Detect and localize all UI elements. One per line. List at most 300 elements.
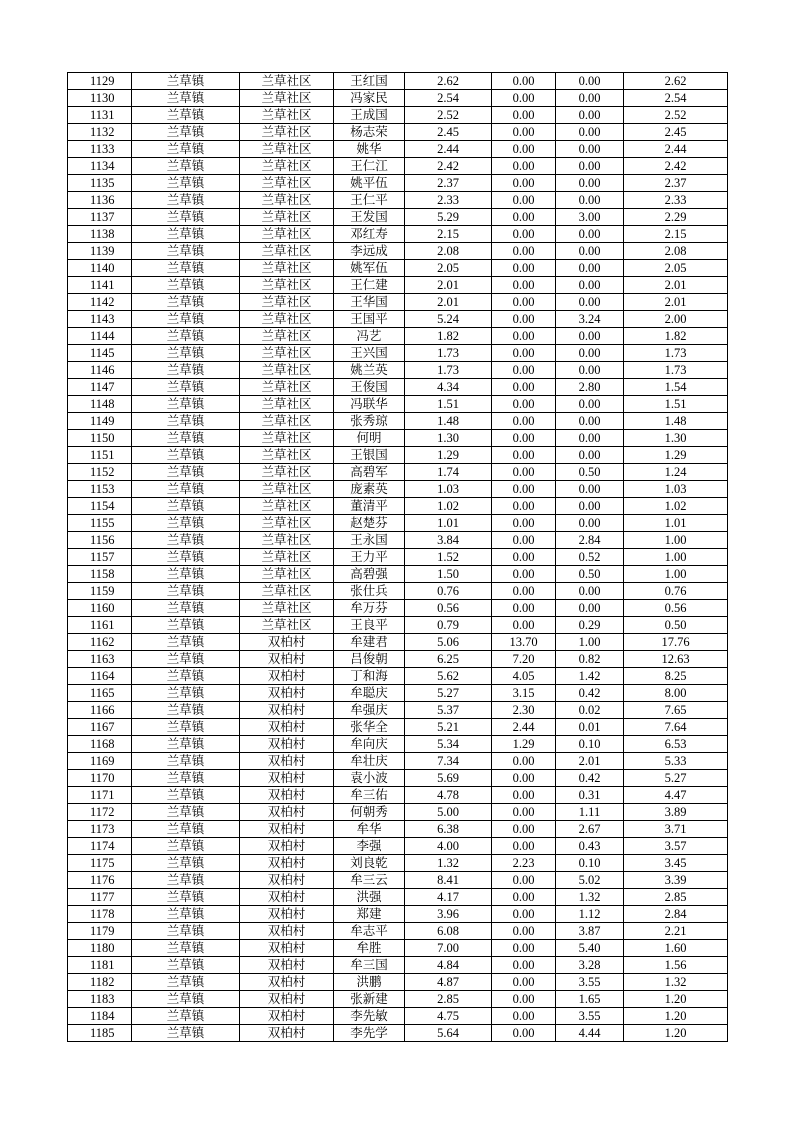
- cell-person-name: 王俊国: [334, 379, 405, 396]
- cell-town: 兰草镇: [132, 923, 240, 940]
- cell-value-4: 3.45: [624, 855, 728, 872]
- cell-value-3: 0.00: [556, 447, 624, 464]
- cell-village: 双柏村: [240, 923, 334, 940]
- cell-value-1: 1.74: [405, 464, 492, 481]
- cell-value-1: 2.62: [405, 73, 492, 90]
- cell-town: 兰草镇: [132, 413, 240, 430]
- cell-village: 双柏村: [240, 702, 334, 719]
- table-row: [68, 311, 728, 328]
- cell-town: 兰草镇: [132, 838, 240, 855]
- cell-town: 兰草镇: [132, 872, 240, 889]
- cell-value-4: 3.89: [624, 804, 728, 821]
- cell-village: 兰草社区: [240, 600, 334, 617]
- cell-value-3: 0.00: [556, 226, 624, 243]
- cell-town: 兰草镇: [132, 141, 240, 158]
- cell-village: 双柏村: [240, 753, 334, 770]
- cell-village: 兰草社区: [240, 566, 334, 583]
- cell-row-number: 1147: [68, 379, 132, 396]
- cell-value-2: 0.00: [492, 889, 556, 906]
- table-row: [68, 481, 728, 498]
- cell-value-2: 0.00: [492, 141, 556, 158]
- cell-village: 双柏村: [240, 719, 334, 736]
- cell-value-3: 0.00: [556, 430, 624, 447]
- cell-person-name: 王仁江: [334, 158, 405, 175]
- cell-value-4: 1.20: [624, 1008, 728, 1025]
- cell-town: 兰草镇: [132, 447, 240, 464]
- cell-village: 兰草社区: [240, 107, 334, 124]
- cell-value-4: 1.48: [624, 413, 728, 430]
- table-row: [68, 668, 728, 685]
- cell-village: 兰草社区: [240, 328, 334, 345]
- cell-value-3: 1.11: [556, 804, 624, 821]
- table-row: [68, 974, 728, 991]
- cell-row-number: 1174: [68, 838, 132, 855]
- cell-person-name: 牟向庆: [334, 736, 405, 753]
- cell-value-2: 0.00: [492, 107, 556, 124]
- cell-town: 兰草镇: [132, 940, 240, 957]
- cell-row-number: 1180: [68, 940, 132, 957]
- cell-value-4: 1.29: [624, 447, 728, 464]
- cell-value-1: 1.01: [405, 515, 492, 532]
- cell-person-name: 王国平: [334, 311, 405, 328]
- cell-row-number: 1134: [68, 158, 132, 175]
- table-row: [68, 1008, 728, 1025]
- cell-value-1: 2.42: [405, 158, 492, 175]
- cell-town: 兰草镇: [132, 430, 240, 447]
- cell-value-1: 1.29: [405, 447, 492, 464]
- cell-village: 兰草社区: [240, 362, 334, 379]
- cell-value-3: 0.29: [556, 617, 624, 634]
- cell-person-name: 牟壮庆: [334, 753, 405, 770]
- cell-person-name: 牟胜: [334, 940, 405, 957]
- table-row: [68, 549, 728, 566]
- cell-value-2: 0.00: [492, 838, 556, 855]
- cell-value-2: 0.00: [492, 906, 556, 923]
- cell-row-number: 1185: [68, 1025, 132, 1042]
- cell-town: 兰草镇: [132, 107, 240, 124]
- cell-value-2: 0.00: [492, 464, 556, 481]
- cell-town: 兰草镇: [132, 906, 240, 923]
- cell-village: 双柏村: [240, 906, 334, 923]
- cell-person-name: 牟三国: [334, 957, 405, 974]
- cell-village: 兰草社区: [240, 617, 334, 634]
- cell-village: 兰草社区: [240, 515, 334, 532]
- cell-person-name: 李远成: [334, 243, 405, 260]
- cell-value-4: 2.33: [624, 192, 728, 209]
- cell-row-number: 1162: [68, 634, 132, 651]
- cell-village: 兰草社区: [240, 124, 334, 141]
- cell-value-3: 0.50: [556, 464, 624, 481]
- cell-value-1: 4.17: [405, 889, 492, 906]
- cell-value-1: 1.82: [405, 328, 492, 345]
- cell-town: 兰草镇: [132, 617, 240, 634]
- table-row: [68, 889, 728, 906]
- cell-village: 双柏村: [240, 787, 334, 804]
- cell-person-name: 冯家民: [334, 90, 405, 107]
- cell-village: 兰草社区: [240, 209, 334, 226]
- cell-value-2: 0.00: [492, 940, 556, 957]
- cell-value-4: 1.73: [624, 362, 728, 379]
- table-row: [68, 175, 728, 192]
- cell-value-3: 0.43: [556, 838, 624, 855]
- cell-row-number: 1130: [68, 90, 132, 107]
- cell-value-3: 5.02: [556, 872, 624, 889]
- cell-person-name: 张新建: [334, 991, 405, 1008]
- cell-person-name: 姚平伍: [334, 175, 405, 192]
- cell-value-3: 0.00: [556, 175, 624, 192]
- table-row: [68, 328, 728, 345]
- cell-row-number: 1171: [68, 787, 132, 804]
- cell-row-number: 1141: [68, 277, 132, 294]
- table-row: [68, 566, 728, 583]
- cell-row-number: 1138: [68, 226, 132, 243]
- cell-value-1: 1.73: [405, 345, 492, 362]
- cell-value-3: 1.42: [556, 668, 624, 685]
- table-row: [68, 515, 728, 532]
- cell-value-2: 0.00: [492, 1025, 556, 1042]
- cell-value-4: 1.54: [624, 379, 728, 396]
- cell-value-2: 0.00: [492, 770, 556, 787]
- cell-value-2: 0.00: [492, 90, 556, 107]
- cell-value-3: 0.00: [556, 192, 624, 209]
- cell-village: 兰草社区: [240, 158, 334, 175]
- cell-value-3: 0.52: [556, 549, 624, 566]
- cell-value-4: 7.64: [624, 719, 728, 736]
- cell-town: 兰草镇: [132, 668, 240, 685]
- cell-town: 兰草镇: [132, 719, 240, 736]
- cell-value-4: 2.01: [624, 277, 728, 294]
- cell-person-name: 李先学: [334, 1025, 405, 1042]
- cell-town: 兰草镇: [132, 736, 240, 753]
- cell-person-name: 牟万芬: [334, 600, 405, 617]
- cell-village: 兰草社区: [240, 464, 334, 481]
- cell-town: 兰草镇: [132, 549, 240, 566]
- cell-value-2: 0.00: [492, 923, 556, 940]
- cell-row-number: 1132: [68, 124, 132, 141]
- cell-value-2: 0.00: [492, 481, 556, 498]
- cell-value-3: 3.28: [556, 957, 624, 974]
- cell-value-3: 0.01: [556, 719, 624, 736]
- cell-person-name: 王仁建: [334, 277, 405, 294]
- cell-value-4: 2.44: [624, 141, 728, 158]
- cell-town: 兰草镇: [132, 889, 240, 906]
- table-row: [68, 124, 728, 141]
- cell-value-4: 2.54: [624, 90, 728, 107]
- cell-value-3: 0.00: [556, 158, 624, 175]
- table-row: [68, 107, 728, 124]
- cell-person-name: 王华国: [334, 294, 405, 311]
- table-row: [68, 600, 728, 617]
- cell-value-3: 3.24: [556, 311, 624, 328]
- table-row: [68, 90, 728, 107]
- cell-town: 兰草镇: [132, 787, 240, 804]
- table-row: [68, 804, 728, 821]
- cell-village: 双柏村: [240, 889, 334, 906]
- cell-value-4: 1.20: [624, 1025, 728, 1042]
- cell-row-number: 1167: [68, 719, 132, 736]
- cell-person-name: 袁小波: [334, 770, 405, 787]
- cell-row-number: 1169: [68, 753, 132, 770]
- cell-value-4: 1.60: [624, 940, 728, 957]
- cell-value-3: 0.00: [556, 124, 624, 141]
- cell-value-4: 1.00: [624, 566, 728, 583]
- cell-village: 双柏村: [240, 821, 334, 838]
- table-row: [68, 872, 728, 889]
- cell-value-2: 0.00: [492, 396, 556, 413]
- table-row: [68, 345, 728, 362]
- cell-person-name: 何明: [334, 430, 405, 447]
- cell-value-1: 5.00: [405, 804, 492, 821]
- cell-person-name: 杨志荣: [334, 124, 405, 141]
- cell-village: 兰草社区: [240, 345, 334, 362]
- cell-value-1: 6.38: [405, 821, 492, 838]
- cell-row-number: 1181: [68, 957, 132, 974]
- cell-row-number: 1165: [68, 685, 132, 702]
- table-row: [68, 413, 728, 430]
- cell-village: 双柏村: [240, 634, 334, 651]
- cell-village: 双柏村: [240, 668, 334, 685]
- cell-value-1: 1.73: [405, 362, 492, 379]
- table-row: [68, 464, 728, 481]
- cell-value-4: 2.01: [624, 294, 728, 311]
- cell-value-2: 0.00: [492, 413, 556, 430]
- cell-person-name: 洪强: [334, 889, 405, 906]
- cell-row-number: 1151: [68, 447, 132, 464]
- cell-town: 兰草镇: [132, 583, 240, 600]
- cell-village: 双柏村: [240, 1025, 334, 1042]
- cell-value-3: 0.02: [556, 702, 624, 719]
- cell-row-number: 1136: [68, 192, 132, 209]
- cell-value-1: 5.27: [405, 685, 492, 702]
- cell-value-1: 2.05: [405, 260, 492, 277]
- cell-value-3: 5.40: [556, 940, 624, 957]
- cell-village: 双柏村: [240, 804, 334, 821]
- cell-value-2: 4.05: [492, 668, 556, 685]
- cell-row-number: 1184: [68, 1008, 132, 1025]
- cell-value-1: 5.29: [405, 209, 492, 226]
- cell-value-3: 0.42: [556, 685, 624, 702]
- cell-value-2: 0.00: [492, 243, 556, 260]
- cell-village: 双柏村: [240, 651, 334, 668]
- cell-value-2: 0.00: [492, 277, 556, 294]
- cell-value-1: 4.75: [405, 1008, 492, 1025]
- table-row: [68, 855, 728, 872]
- cell-value-3: 0.00: [556, 141, 624, 158]
- cell-value-2: 0.00: [492, 447, 556, 464]
- cell-village: 兰草社区: [240, 430, 334, 447]
- cell-town: 兰草镇: [132, 158, 240, 175]
- cell-value-1: 2.45: [405, 124, 492, 141]
- cell-village: 兰草社区: [240, 192, 334, 209]
- table-row: [68, 753, 728, 770]
- cell-row-number: 1183: [68, 991, 132, 1008]
- cell-value-3: 3.55: [556, 974, 624, 991]
- cell-value-3: 0.00: [556, 243, 624, 260]
- cell-village: 兰草社区: [240, 73, 334, 90]
- cell-value-4: 0.56: [624, 600, 728, 617]
- cell-village: 双柏村: [240, 974, 334, 991]
- cell-value-4: 4.47: [624, 787, 728, 804]
- cell-village: 兰草社区: [240, 549, 334, 566]
- cell-value-3: 2.80: [556, 379, 624, 396]
- table-row: [68, 532, 728, 549]
- cell-row-number: 1173: [68, 821, 132, 838]
- table-row: [68, 583, 728, 600]
- cell-value-3: 0.00: [556, 345, 624, 362]
- cell-person-name: 姚军伍: [334, 260, 405, 277]
- cell-value-2: 0.00: [492, 498, 556, 515]
- cell-value-2: 13.70: [492, 634, 556, 651]
- cell-value-3: 1.00: [556, 634, 624, 651]
- cell-value-4: 3.39: [624, 872, 728, 889]
- cell-value-1: 1.50: [405, 566, 492, 583]
- cell-town: 兰草镇: [132, 566, 240, 583]
- cell-value-4: 1.20: [624, 991, 728, 1008]
- cell-value-3: 0.00: [556, 396, 624, 413]
- cell-value-2: 0.00: [492, 175, 556, 192]
- cell-value-2: 0.00: [492, 957, 556, 974]
- cell-value-1: 6.08: [405, 923, 492, 940]
- cell-value-4: 2.37: [624, 175, 728, 192]
- cell-value-1: 0.79: [405, 617, 492, 634]
- cell-person-name: 冯艺: [334, 328, 405, 345]
- cell-town: 兰草镇: [132, 277, 240, 294]
- cell-value-1: 2.01: [405, 277, 492, 294]
- cell-row-number: 1172: [68, 804, 132, 821]
- cell-row-number: 1133: [68, 141, 132, 158]
- cell-value-4: 17.76: [624, 634, 728, 651]
- cell-value-1: 1.32: [405, 855, 492, 872]
- table-row: [68, 209, 728, 226]
- cell-row-number: 1177: [68, 889, 132, 906]
- cell-row-number: 1140: [68, 260, 132, 277]
- cell-value-2: 0.00: [492, 124, 556, 141]
- cell-value-2: 0.00: [492, 260, 556, 277]
- cell-value-2: 0.00: [492, 1008, 556, 1025]
- cell-value-1: 2.44: [405, 141, 492, 158]
- cell-person-name: 邓红寿: [334, 226, 405, 243]
- cell-value-3: 3.00: [556, 209, 624, 226]
- cell-value-4: 2.45: [624, 124, 728, 141]
- cell-value-4: 1.73: [624, 345, 728, 362]
- cell-town: 兰草镇: [132, 90, 240, 107]
- cell-value-3: 0.42: [556, 770, 624, 787]
- cell-value-2: 0.00: [492, 617, 556, 634]
- cell-village: 双柏村: [240, 957, 334, 974]
- cell-village: 兰草社区: [240, 294, 334, 311]
- cell-value-1: 7.00: [405, 940, 492, 957]
- table-row: [68, 379, 728, 396]
- cell-value-3: 0.00: [556, 277, 624, 294]
- cell-row-number: 1159: [68, 583, 132, 600]
- cell-town: 兰草镇: [132, 481, 240, 498]
- cell-value-1: 4.34: [405, 379, 492, 396]
- cell-value-4: 0.76: [624, 583, 728, 600]
- cell-value-3: 2.01: [556, 753, 624, 770]
- cell-town: 兰草镇: [132, 243, 240, 260]
- cell-value-2: 0.00: [492, 328, 556, 345]
- cell-value-2: 0.00: [492, 515, 556, 532]
- cell-value-4: 1.02: [624, 498, 728, 515]
- cell-town: 兰草镇: [132, 73, 240, 90]
- cell-value-4: 1.03: [624, 481, 728, 498]
- cell-value-2: 0.00: [492, 787, 556, 804]
- table-row: [68, 73, 728, 90]
- cell-village: 双柏村: [240, 770, 334, 787]
- cell-row-number: 1166: [68, 702, 132, 719]
- cell-row-number: 1182: [68, 974, 132, 991]
- table-row: [68, 702, 728, 719]
- cell-value-2: 0.00: [492, 974, 556, 991]
- cell-village: 双柏村: [240, 940, 334, 957]
- cell-value-2: 0.00: [492, 379, 556, 396]
- cell-village: 兰草社区: [240, 447, 334, 464]
- cell-town: 兰草镇: [132, 804, 240, 821]
- cell-town: 兰草镇: [132, 124, 240, 141]
- cell-value-2: 0.00: [492, 872, 556, 889]
- cell-value-2: 0.00: [492, 73, 556, 90]
- cell-value-4: 1.00: [624, 549, 728, 566]
- table-row: [68, 736, 728, 753]
- cell-village: 兰草社区: [240, 226, 334, 243]
- cell-value-1: 2.01: [405, 294, 492, 311]
- cell-value-4: 3.57: [624, 838, 728, 855]
- table-row: [68, 396, 728, 413]
- cell-village: 双柏村: [240, 991, 334, 1008]
- table-row: [68, 923, 728, 940]
- cell-value-3: 0.00: [556, 583, 624, 600]
- table-row: [68, 243, 728, 260]
- cell-value-3: 0.00: [556, 73, 624, 90]
- cell-village: 兰草社区: [240, 379, 334, 396]
- cell-person-name: 高碧强: [334, 566, 405, 583]
- cell-person-name: 洪鹏: [334, 974, 405, 991]
- cell-value-2: 3.15: [492, 685, 556, 702]
- cell-row-number: 1152: [68, 464, 132, 481]
- cell-town: 兰草镇: [132, 600, 240, 617]
- cell-town: 兰草镇: [132, 651, 240, 668]
- table-row: [68, 430, 728, 447]
- cell-town: 兰草镇: [132, 770, 240, 787]
- cell-value-4: 2.42: [624, 158, 728, 175]
- cell-value-4: 2.52: [624, 107, 728, 124]
- cell-value-3: 0.00: [556, 481, 624, 498]
- cell-person-name: 郑建: [334, 906, 405, 923]
- cell-person-name: 庞素英: [334, 481, 405, 498]
- data-sheet: [67, 72, 728, 1042]
- table-row: [68, 294, 728, 311]
- cell-value-3: 0.00: [556, 515, 624, 532]
- cell-value-4: 1.24: [624, 464, 728, 481]
- cell-value-3: 4.44: [556, 1025, 624, 1042]
- cell-value-1: 4.87: [405, 974, 492, 991]
- cell-value-2: 0.00: [492, 583, 556, 600]
- cell-value-2: 0.00: [492, 345, 556, 362]
- cell-town: 兰草镇: [132, 974, 240, 991]
- cell-village: 兰草社区: [240, 396, 334, 413]
- cell-village: 兰草社区: [240, 90, 334, 107]
- cell-village: 兰草社区: [240, 532, 334, 549]
- cell-value-2: 2.30: [492, 702, 556, 719]
- cell-value-1: 2.15: [405, 226, 492, 243]
- cell-value-1: 1.30: [405, 430, 492, 447]
- cell-value-1: 2.08: [405, 243, 492, 260]
- cell-value-4: 1.82: [624, 328, 728, 345]
- cell-value-2: 0.00: [492, 991, 556, 1008]
- cell-row-number: 1146: [68, 362, 132, 379]
- cell-person-name: 牟志平: [334, 923, 405, 940]
- cell-town: 兰草镇: [132, 515, 240, 532]
